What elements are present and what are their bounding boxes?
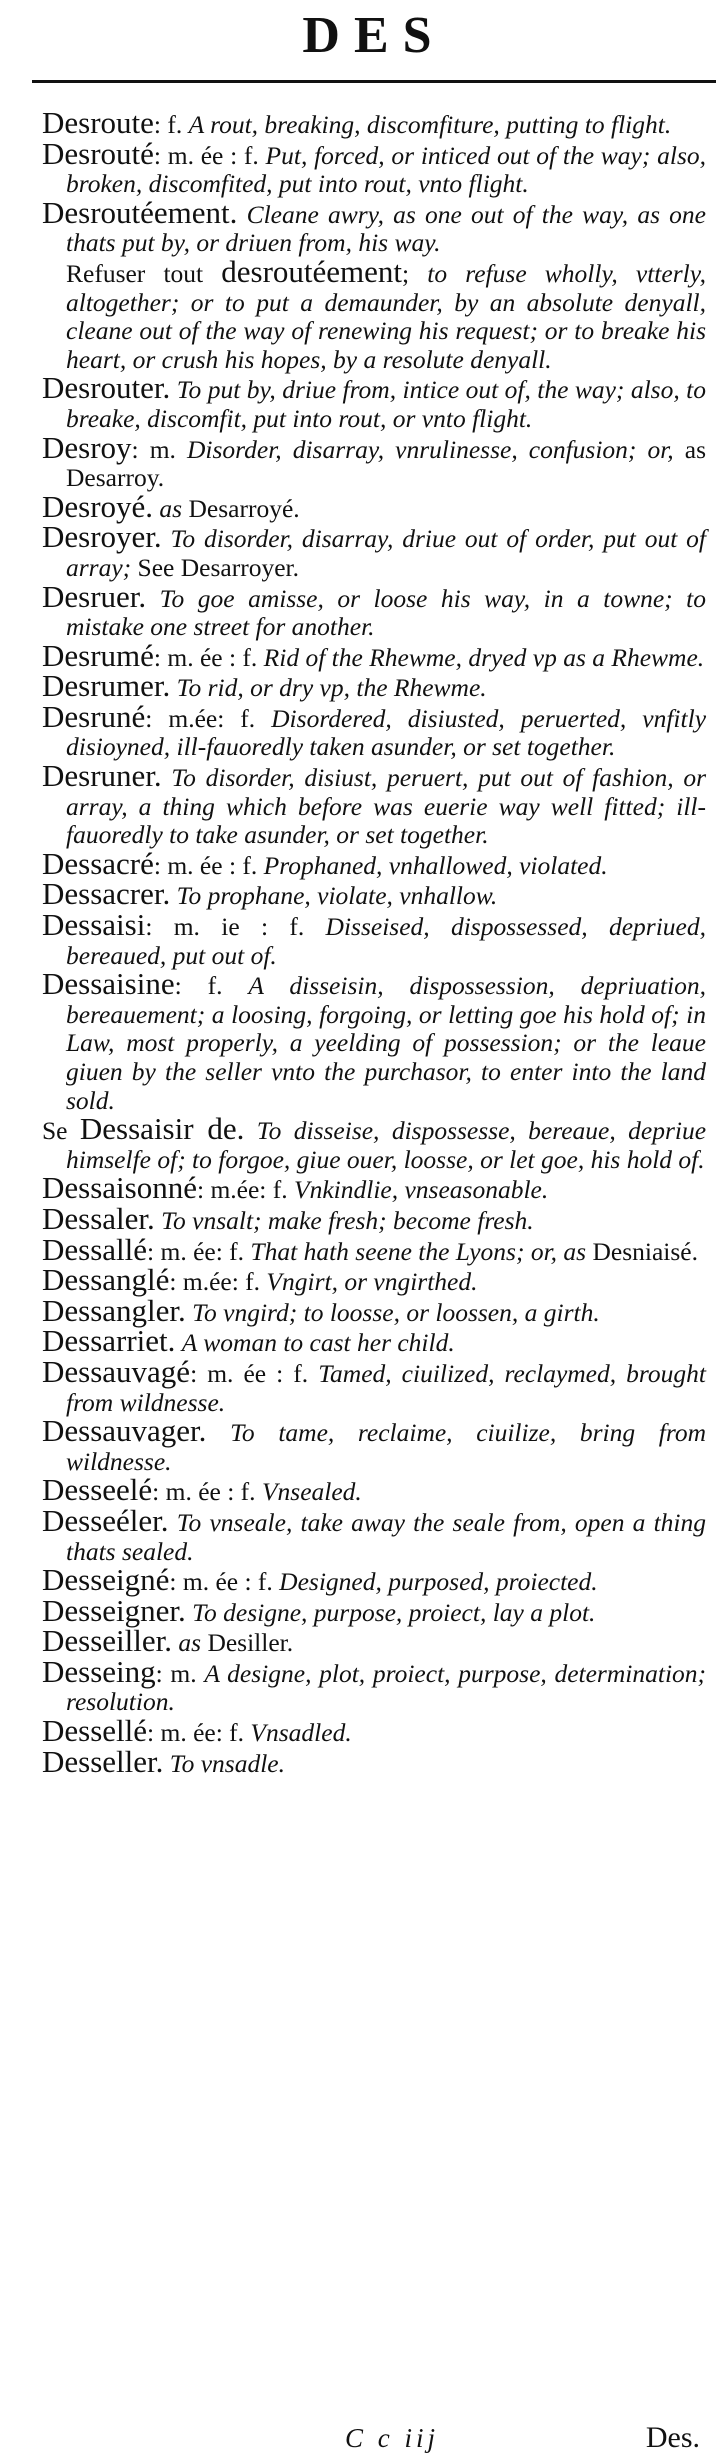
header-rule [32, 80, 716, 83]
signature-mark: C c iij [345, 2423, 439, 2453]
headword: Desseigné [42, 1562, 170, 1598]
definition: To vngird; to loosse, or loossen, a girth. [192, 1297, 600, 1327]
definition: Put, forced, or inticed out of the way; also, broken, discomfited, put into rout, vnto flight. [66, 140, 706, 199]
cross-reference: Desarroyé. [182, 493, 300, 523]
entry-prefix: Refuser tout [66, 258, 222, 288]
headword: desroutéement [221, 253, 403, 289]
definition: To vnsadle. [169, 1748, 286, 1778]
entry-prefix: Se [42, 1116, 80, 1146]
dictionary-entry [42, 966, 707, 1115]
definition: To disseise, dispossesse, bereaue, depriue himselfe of; to forgoe, giue ouer, loosse, or let goe, his hold of. [66, 1116, 707, 1174]
headword: Dessaler. [42, 1200, 155, 1236]
dictionary-entry [42, 194, 706, 258]
cross-reference: Desiller. [201, 1628, 294, 1658]
definition: Tamed, ciuilized, reclaymed, brought from wildnesse. [66, 1358, 706, 1417]
definition: Disordered, disiusted, peruerted, vnfitly disioyned, ill-fauoredly taken asunder, or set together. [66, 703, 707, 762]
grammar-note: : m. ée : f. [169, 1567, 273, 1597]
dictionary-entry [42, 1502, 706, 1566]
grammar-note: : m. ée : f. [190, 1358, 309, 1388]
definition: To vnseale, take away the seale from, open a thing thats sealed. [66, 1507, 706, 1566]
headword: Desroy [42, 429, 132, 465]
definition: Disseised, dispossessed, depriued, bereaued, put out of. [66, 912, 706, 970]
dictionary-entry [42, 907, 706, 970]
headword: Dessauvager. [42, 1413, 207, 1449]
grammar-note: : m.ée: f. [169, 1267, 261, 1297]
definition: A rout, breaking, discomfiture, putting to flight. [188, 110, 672, 139]
definition: To put by, driue from, intice out of, the way; also, to breake, discomfit, put into rout, or vnto flight. [66, 375, 707, 433]
headword: Desroyé. [42, 488, 154, 524]
cross-reference: See Desarroyer. [131, 552, 299, 582]
headword: Dessarriet. [42, 1323, 176, 1359]
headword: Desroute [42, 105, 154, 140]
definition: To rid, or dry vp, the Rhewme. [176, 673, 487, 703]
definition: To goe amisse, or loose his way, in a towne; to mistake one street for another. [66, 583, 707, 642]
headword: Desrumé [42, 637, 154, 673]
headword: Dessauvagé [42, 1353, 191, 1389]
grammar-note: : f. [153, 110, 183, 139]
definition: Disorder, disarray, vnrulinesse, confusion; or, [186, 434, 674, 464]
grammar-note: : m. ée : f. [153, 850, 258, 880]
entry-list [42, 105, 707, 1779]
headword: Dessaisi [42, 907, 146, 943]
definition: as [159, 493, 183, 523]
headword: Desrouté [42, 135, 154, 171]
dictionary-entry [42, 1653, 707, 1717]
catchword: Des. [645, 2421, 700, 2454]
headword: Desruner. [42, 758, 162, 794]
cross-reference: as Desarroy. [66, 434, 706, 493]
definition: To tame, reclaime, ciuilize, bring from wildnesse. [66, 1418, 707, 1476]
dictionary-entry [42, 519, 707, 582]
headword: Dessacré [42, 845, 154, 881]
grammar-note: : m. ée: f. [147, 1718, 245, 1748]
definition: to refuse wholly, vtterly, altogether; or to put a demaunder, by an absolute denyall, cleane out of the way of renewing his request; or to breake his heart, or crush his hopes, by a resolute denyall. [66, 258, 706, 374]
headword: Desruer. [42, 578, 147, 614]
headword: Desroutéement. [42, 194, 238, 230]
headword: Dessacrer. [42, 876, 171, 912]
grammar-note: : m.ée: f. [145, 703, 256, 733]
headword: Desruné [42, 698, 146, 734]
definition: A disseisin, dispossession, depriuation, bereauement; a loosing, forgoing, or letting goe his hold of; in Law, most properly, a yeelding of possession; or the leaue giuen by the seller vnto the purchasor, to enter into the land sold. [66, 971, 707, 1115]
definition: That hath seene the Lyons; or, as [250, 1236, 587, 1266]
definition: Designed, purposed, proiected. [279, 1567, 598, 1597]
dictionary-entry [42, 1743, 706, 1779]
dictionary-entry [42, 429, 706, 493]
headword: Desseiller. [42, 1623, 172, 1659]
headword: Desseelé [42, 1472, 153, 1508]
dictionary-entry [42, 758, 706, 850]
headword: Dessellé [42, 1713, 148, 1749]
definition: To vnsalt; make fresh; become fresh. [161, 1205, 534, 1235]
headword: Desrumer. [42, 668, 171, 704]
definition: Vnkindlie, vnseasonable. [294, 1175, 549, 1205]
grammar-note: : m. ée : f. [152, 1477, 256, 1507]
definition: A woman to cast her child. [181, 1328, 455, 1358]
definition: Vngirt, or vngirthed. [266, 1267, 478, 1297]
grammar-note: : m. ée : f. [153, 642, 258, 672]
headword: Desroyer. [42, 519, 162, 555]
definition: Cleane awry, as one out of the way, as one thats put by, or driuen from, his way. [66, 199, 706, 258]
grammar-note: : f. [174, 971, 223, 1001]
headword: Dessanglé [42, 1262, 170, 1298]
headword: Desseéler. [42, 1502, 169, 1538]
headword: Dessaisonné [42, 1170, 197, 1206]
headword: Dessallé [42, 1231, 148, 1267]
headword: Dessangler. [42, 1292, 186, 1328]
grammar-note: : m. ée: f. [147, 1236, 245, 1266]
page-header: DES [302, 7, 446, 64]
dictionary-entry [42, 253, 706, 374]
definition: To designe, purpose, proiect, lay a plot. [192, 1597, 596, 1627]
grammar-note: : m.ée: f. [196, 1175, 288, 1205]
page-footer [0, 2420, 728, 2456]
headword: Dessaisine [42, 966, 175, 1002]
headword: Dessaisir de. [79, 1111, 245, 1147]
dictionary-entry [42, 1111, 707, 1174]
dictionary-entry [42, 578, 707, 642]
definition: Prophaned, vnhallowed, violated. [263, 850, 608, 880]
grammar-note: : m. [155, 1658, 197, 1688]
definition: Vnsealed. [261, 1477, 362, 1507]
dictionary-entry [42, 135, 706, 199]
dictionary-entry [42, 698, 707, 762]
grammar-note: : m. ie : f. [145, 912, 305, 942]
headword: Desseigner. [42, 1592, 186, 1628]
grammar-note: : m. ée : f. [153, 140, 259, 170]
dictionary-entry [42, 370, 707, 433]
definition: To disorder, disiust, peruert, put out of fashion, or array, a thing which before was euerie way well fitted; ill-fauoredly to take asunder, or set together. [66, 763, 706, 850]
grammar-note: : m. [131, 434, 176, 464]
dictionary-entry [42, 1413, 707, 1476]
definition: as [178, 1628, 202, 1658]
grammar-note: ; [402, 258, 410, 288]
definition: To disorder, disarray, driue out of order, put out of array; [66, 524, 707, 582]
definition: Rid of the Rhewme, dryed vp as a Rhewme. [263, 642, 705, 672]
definition: A designe, plot, proiect, purpose, determination; resolution. [66, 1658, 707, 1717]
dictionary-entry [42, 1353, 706, 1417]
definition: To prophane, violate, vnhallow. [176, 881, 498, 911]
definition: Vnsadled. [250, 1718, 352, 1748]
headword: Desseing [42, 1653, 156, 1689]
cross-reference: Desniaisé. [586, 1236, 698, 1266]
headword: Desseller. [42, 1743, 164, 1779]
headword: Desrouter. [42, 370, 171, 406]
